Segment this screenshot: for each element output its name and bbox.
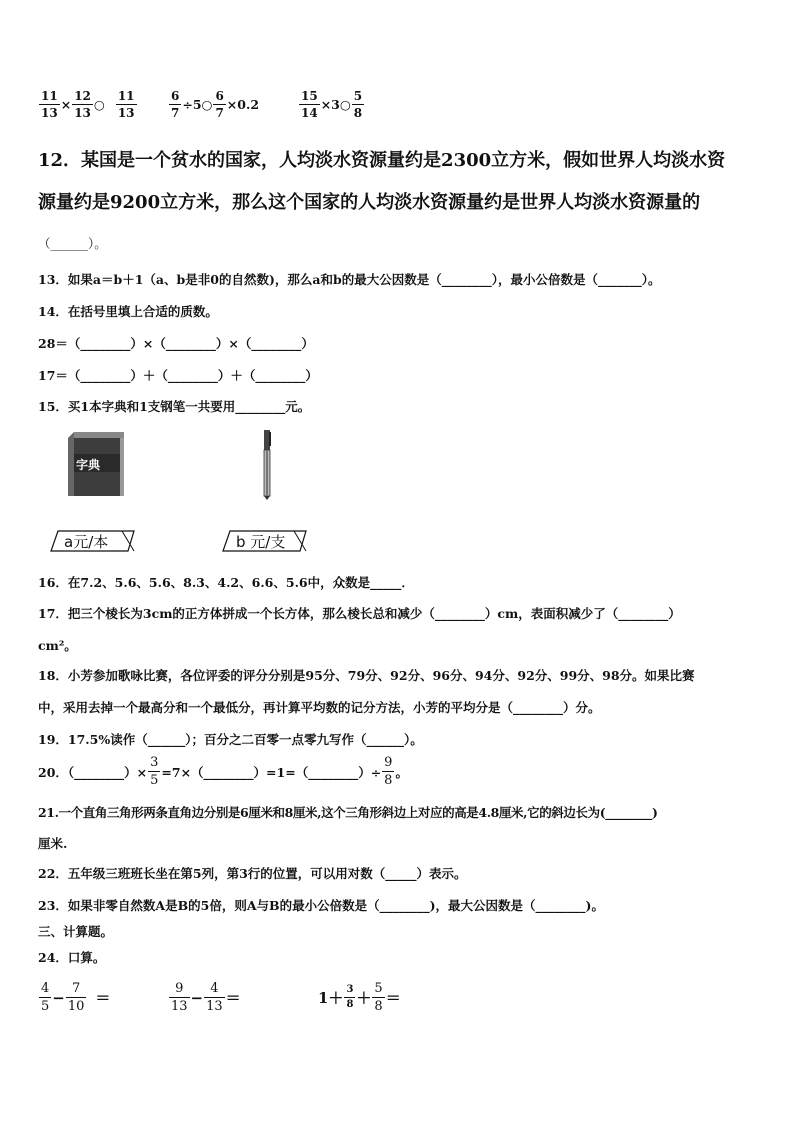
oral-calc-3: 1＋ $\frac{3}{8}$ ＋ $\frac{5}{8}$ ＝ bbox=[318, 981, 401, 1014]
question-14: 14．在括号里填上合适的质数。 bbox=[38, 304, 218, 319]
operator: × bbox=[60, 97, 72, 112]
fraction: $\frac{12}{13}$ bbox=[74, 89, 91, 120]
fraction: $\frac{3}{5}$ bbox=[150, 755, 159, 788]
price-tag-book: a元/本 bbox=[50, 530, 136, 552]
fraction: $\frac{9}{13}$ bbox=[171, 981, 188, 1014]
operator: ×3○ bbox=[320, 97, 351, 112]
question-18-line-2: 中，采用去掉一个最高分和一个最低分，再计算平均数的记分方法，小芳的平均分是（________）分。 bbox=[38, 700, 601, 715]
operator: ÷5○ bbox=[182, 97, 213, 112]
question-19: 19．17.5%读作（______）；百分之二百零一点零九写作（______）。 bbox=[38, 732, 423, 747]
fraction: $\frac{4}{13}$ bbox=[206, 981, 223, 1014]
fraction: $\frac{3}{8}$ bbox=[346, 984, 354, 1010]
oral-calc-1: $\frac{4}{5}$ − $\frac{7}{10}$ ＝ bbox=[41, 981, 111, 1014]
fraction: $\frac{6}{7}$ bbox=[215, 89, 224, 120]
compare-expression-2 bbox=[168, 90, 259, 119]
fraction: $\frac{11}{13}$ bbox=[41, 89, 58, 120]
pen-image bbox=[262, 430, 272, 500]
fraction: $\frac{9}{8}$ bbox=[384, 755, 393, 788]
question-20: 20．（________）× $\frac{3}{5}$ =7×（________）=1=（________）÷ $\frac{9}{8}$ 。 bbox=[38, 755, 408, 788]
question-21-line-1: 21.一个直角三角形两条直角边分别是6厘米和8厘米,这个三角形斜边上对应的高是4.8厘米,它的斜边长为(________) bbox=[38, 805, 658, 820]
fraction: $\frac{7}{10}$ bbox=[67, 981, 85, 1014]
question-13: 13．如果a＝b＋1（a、b是非0的自然数)，那么a和b的最大公因数是（________），最小公倍数是（_______）。 bbox=[38, 272, 661, 287]
question-12-answer-blank[interactable]: （______）。 bbox=[38, 236, 107, 251]
question-22: 22．五年级三班班长坐在第5列，第3行的位置，可以用对数（_____）表示。 bbox=[38, 866, 467, 881]
fraction: $\frac{15}{14}$ bbox=[301, 89, 318, 120]
compare-expression-1 bbox=[38, 90, 138, 119]
question-16: 16．在7.2、5.6、5.6、8.3、4.2、6.6、5.6中，众数是_____． bbox=[38, 575, 414, 590]
price-tag-pen: b 元/支 bbox=[222, 530, 308, 552]
compare-circle[interactable]: ○ bbox=[93, 97, 105, 112]
question-14-b[interactable]: 17＝（________）＋（________）＋（________） bbox=[38, 368, 318, 383]
question-14-a[interactable]: 28＝（________）×（________）×（________） bbox=[38, 336, 314, 351]
fraction: $\frac{5}{8}$ bbox=[353, 89, 363, 120]
question-23: 23．如果非零自然数A是B的5倍，则A与B的最小公倍数是（________)，最大公因数是（________)。 bbox=[38, 898, 604, 913]
operator: ×0.2 bbox=[226, 97, 260, 112]
question-12-line-1: 12．某国是一个贫水的国家，人均淡水资源量约是2300立方米，假如世界人均淡水资 bbox=[38, 150, 726, 171]
fraction: $\frac{4}{5}$ bbox=[41, 981, 50, 1014]
question-12-line-2: 源量约是9200立方米，那么这个国家的人均淡水资源量约是世界人均淡水资源量的 bbox=[38, 192, 701, 213]
question-18-line-1: 18．小芳参加歌咏比赛，各位评委的评分分别是95分、79分、92分、96分、94分、92分、99分、98分。如果比赛 bbox=[38, 668, 695, 683]
question-15: 15．买1本字典和1支钢笔一共要用________元。 bbox=[38, 399, 311, 414]
question-17-line-1: 17．把三个棱长为3cm的正方体拼成一个长方体，那么棱长总和减少（________）cm，表面积减少了（________） bbox=[38, 606, 681, 621]
fraction: $\frac{6}{7}$ bbox=[171, 89, 180, 120]
question-24: 24．口算。 bbox=[38, 950, 106, 965]
compare-expression-3 bbox=[298, 90, 365, 119]
oral-calc-2: $\frac{9}{13}$ − $\frac{4}{13}$ ＝ bbox=[171, 981, 241, 1014]
question-21-line-2: 厘米. bbox=[38, 836, 68, 851]
book-title: 字典 bbox=[76, 458, 101, 472]
question-17-line-2: cm²。 bbox=[38, 638, 77, 653]
section-3-title: 三、计算题。 bbox=[38, 924, 114, 939]
fraction: $\frac{5}{8}$ bbox=[374, 981, 383, 1014]
fraction: $\frac{11}{13}$ bbox=[117, 89, 135, 120]
